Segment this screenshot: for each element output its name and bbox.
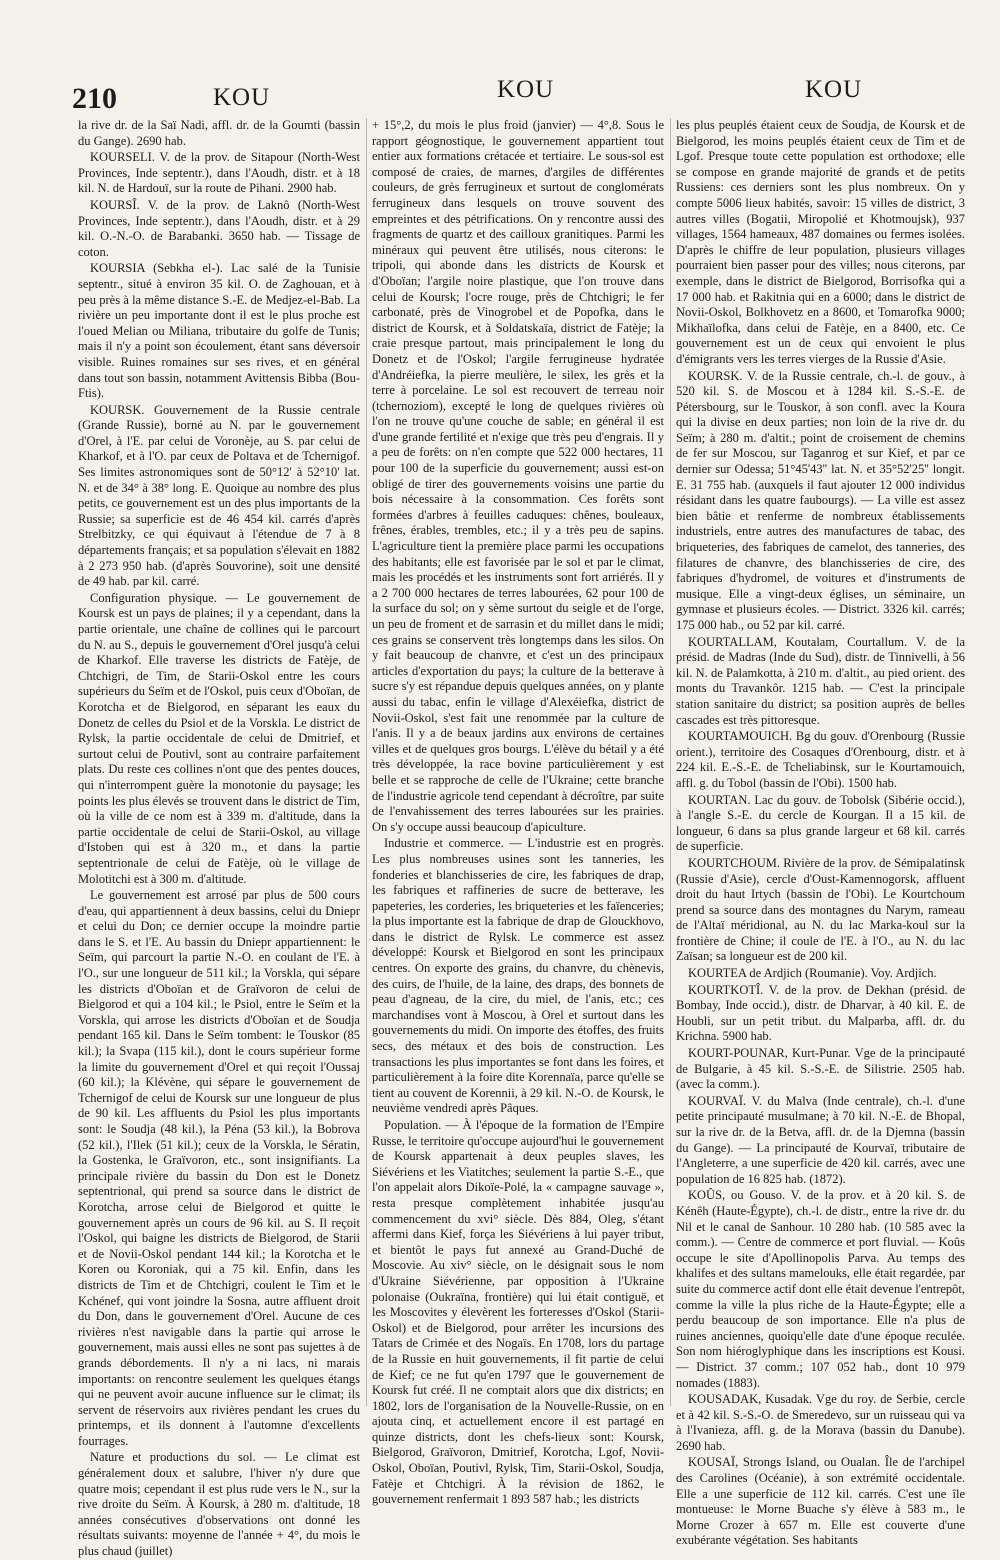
entry-paragraph: KOURTCHOUM. Rivière de la prov. de Sémipalatinsk (Russie d'Asie), cercle d'Oust-Kamennogorsk, affluent droit du haut Irtych (bassin de l'Obi). Le Kourtchoum prend sa source dans des montagnes du Narym, rameau de l'Altaï méridional, au N. du lac Marka-koul sur la frontière de Chine; il coule de l'E. à l'O., au N. du lac Zaïsan; sa longueur est de 200 kil. [676,855,965,964]
entry-paragraph: KOURT-POUNAR, Kurt-Punar. Vge de la principauté de Bulgarie, à 45 kil. S.-S.-E. de Silistrie. 2505 hab. (avec la comm.). [676,1046,965,1092]
entry-paragraph: Industrie et commerce. — L'industrie est en progrès. Les plus nombreuses usines sont les tanneries, les fonderies et blanchisseries de cire, les fabriques de drap, les fabriques et raffineries de sucre de betterave, les papeteries, les corderies, les briqueteries et les faïenceries; la plus importante est la fabrique de drap de Glouckhovo, dans le district de Rylsk. Le commerce est assez développé: Koursk et Bielgorod en sont les principaux centres. On exporte des grains, du chanvre, du chènevis, des cuirs, de l'huile, de la laine, des draps, des bonnets de peau d'agneau, de la cire, du miel, de l'anis, etc.; ces marchandises vont à Moscou, à Orel et surtout dans les gouvernements du midi. On importe des étoffes, des fruits secs, des métaux et des bois de construction. Les transactions les plus importantes se font dans les foires, et particulièrement à la foire dite Korennaïa, parce qu'elle se tient au couvent de Korennii, à 29 kil. N.-O. de Koursk, le neuvième vendredi après Pâques. [372,836,664,1116]
running-head-center: KOU [497,76,555,103]
entry-paragraph: KOÛS, ou Gouso. V. de la prov. et à 20 kil. S. de Kénêh (Haute-Égypte), ch.-l. de distr., entre la rive dr. du Nil et le canal de Sanhour. 10 280 hab. (10 585 avec la comm.). — Centre de commerce et port fluvial. — Koûs occupe le site d'Apollinopolis Parva. Au temps des khalifes et des sultans mamelouks, elle était regardée, par suite du commerce actif dont elle était devenue l'entrepôt, comme la ville la plus riche de la Haute-Égypte; elle a perdu beaucoup de son importance. Elle n'a plus de ruines anciennes, quoiqu'elle date d'une époque reculée. Son nom hiéroglyphique dans les inscriptions est Kousi. — District. 37 comm.; 107 052 hab., dont 10 979 nomades (1883). [676,1188,965,1390]
column-left [78,118,360,1559]
entry-paragraph: KOURSK. Gouvernement de la Russie centrale (Grande Russie), borné au N. par le gouvernement d'Orel, à l'E. par celui de Voronèje, au S. par celui de Kharkof, et à l'O. par ceux de Poltava et de Tchernigof. Ses limites astronomiques sont de 50°12' à 52°10' lat. N. et de 34° à 38° long. E. Quoique au nombre des plus petits, ce gouvernement est un des plus importants de la Russie; sa superficie est de 46 454 kil. carrés d'après Strelbitzky, ce qui équivaut à l'étendue de 7 à 8 départements français; et sa population s'élevait en 1882 à 2 273 950 hab. (d'après Souvorine), soit une densité de 49 hab. par kil. carré. [78,402,360,589]
column-rule-2 [670,118,671,1406]
entry-paragraph: KOURTAMOUICH. Bg du gouv. d'Orenbourg (Russie orient.), territoire des Cosaques d'Orenbourg, distr. et à 224 kil. E.-S.-E. de Tcheliabinsk, sur le Kourtamouich, affl. g. du Tobol (bassin de l'Obi). 1500 hab. [676,729,965,790]
running-header [0,76,1000,116]
entry-paragraph: les plus peuplés étaient ceux de Soudja, de Koursk et de Bielgorod, les moins peuplés étaient ceux de Tim et de Lgof. Presque toute cette population est orthodoxe; elle se compose en grande majorité de grands et de petits Russiens: ces derniers sont les plus nombreux. On y compte 5006 lieux habités, savoir: 15 villes de district, 3 autres villes (Bogatii, Miropolié et Khotmoujsk), 937 villages, 1564 hameaux, 487 domaines ou fermes isolées. D'après le chiffre de leur population, plusieurs villages pourraient bien passer pour des villes; nous citerons, par exemple, dans le district de Bielgorod, Borrisofka qui a 17 000 hab. et Rakitnia qui en a 6000; dans le district de Novii-Oskol, Bolkhovetz en a 8600, et Tomarofka 9000; Mikhaïlofka, dans celui de Fatèje, en a 8400, etc. Ce gouvernement est un de ceux qui envoient le plus d'émigrants vers les terres vierges de la Russie d'Asie. [676,118,965,366]
entry-paragraph: KOURSK. V. de la Russie centrale, ch.-l. de gouv., à 520 kil. S. de Moscou et à 1284 kil. S.-S.-E. de Pétersbourg, sur le Touskor, à son confl. avec la Koura qui la divise en deux parties; non loin de la rive dr. du Seïm; à 280 m. d'altit.; point de croisement de chemins de fer sur Moscou, sur Taganrog et sur Kief, et par ce dernier sur Odessa; 51°45'43'' lat. N. et 35°52'25'' longit. E. 31 755 hab. (auxquels il faut ajouter 12 000 individus résidant dans les quatre faubourgs). — La ville est assez bien bâtie et renferme de nombreux établissements industriels, entre autres des manufactures de tabac, des briqueteries, des fabriques de camelot, des tanneries, des filatures de chanvre, des blanchisseries de cire, des fabriques d'hydromel, de voitures et d'instruments de musique. Elle a vingt-deux églises, un séminaire, un gymnase et plusieurs écoles. — District. 3326 kil. carrés; 175 000 hab., ou 52 par kil. carré. [676,368,965,632]
entry-paragraph: KOUSAÏ, Strongs Island, ou Oualan. Île de l'archipel des Carolines (Océanie), à son extrémité occidentale. Elle a une superficie de 112 kil. carrés. C'est une île montueuse: le Morne Buache s'y élève à 583 m., le Morne Crozer à 657 m. Elle est couverte d'une exubérante végétation. Ses habitants [676,1455,965,1548]
column-rule-1 [366,118,367,1406]
entry-paragraph: KOURTALLAM, Koutalam, Courtallum. V. de la présid. de Madras (Inde du Sud), distr. de Tinnivelli, à 56 kil. N. de Palamkotta, à 210 m. d'altit., au pied orient. des monts du Travankôr. 1215 hab. — C'est la principale station sanitaire du district; sa position auprès de belles cascades est très pittoresque. [676,634,965,727]
entry-paragraph: Population. — À l'époque de la formation de l'Empire Russe, le territoire qu'occupe aujourd'hui le gouvernement de Koursk appartenait à deux peuples slaves, les Siévériens et les Viatitches; seulement la partie S.-E., que l'on appelait alors Dikoïe-Polé, la « campagne sauvage », resta presque complètement inhabitée jusqu'au commencement du xvi° siècle. Dès 884, Oleg, s'étant affermi dans Kief, força les Siévériens à lui payer tribut, et bientôt le pays fut annexé au Grand-Duché de Moscovie. Au xiv° siècle, on le désignait sous le nom d'Ukraine Siévérienne, par opposition à l'Ukraine polonaise (Oukraïna, frontière) qui lui était contiguë, et les Moscovites y élevèrent les forteresses d'Oskol (Starii-Oskol) et de Bielgorod, pour arrêter les incursions des Tatars de Crimée et des Nogaïs. En 1708, lors du partage de la Russie en huit gouvernements, il fit partie de celui de Kief; ce ne fut qu'en 1797 que le gouvernement de Koursk fut créé. Il ne comptait alors que dix districts; en 1802, lors de l'organisation de la Nouvelle-Russie, on en ajouta cinq, et actuellement encore il est partagé en quinze districts, dont les chefs-lieux sont: Koursk, Bielgorod, Graïvoron, Dmitrief, Korotcha, Lgof, Novii-Oskol, Oboïan, Poutivl, Rylsk, Tim, Starii-Oskol, Soudja, Fatèje et Chtchigri. À la révision de 1862, le gouvernement renfermait 1 893 587 hab.; les districts [372,1118,664,1507]
entry-paragraph: Configuration physique. — Le gouvernement de Koursk est un pays de plaines; il y a cependant, dans la partie orientale, une chaîne de collines qui le parcourt du N. au S., depuis le gouvernement d'Orel jusqu'à celui de Kharkof. Elle traverse les districts de Fatèje, de Chtchigri, de Tim, de Starii-Oskol entre les cours supérieurs du Seïm et de l'Oskol, puis ceux d'Oboïan, de Korotcha et de Bielgorod, en séparant les eaux du Donetz de celles du Psiol et de la Vorskla. Le district de Rylsk, la partie occidentale de celui de Dmitrief, et surtout celui de Poutivl, sont au contraire parfaitement plats. Du reste ces collines n'ont que des pentes douces, qui n'interrompent guère la monotonie du paysage; les points les plus élevés se trouvent dans le district de Tim, où la ville de ce nom est à 339 m. d'altitude, dans la partie occidentale de celui de Starii-Oskol, au village d'Istoben qui est à 320 m., et dans la partie septentrionale de celui de Fatèje, où le village de Molotitchi est à 300 m. d'altitude. [78,590,360,886]
running-head-right: KOU [805,76,863,103]
entry-paragraph: KOURTKOTÎ. V. de la prov. de Dekhan (présid. de Bombay, Inde occid.), distr. de Dharvar, à 40 kil. E. de Houbli, sur un petit tribut. du Malparba, affl. dr. du Krichna. 5900 hab. [676,982,965,1044]
entry-paragraph: Le gouvernement est arrosé par plus de 500 cours d'eau, qui appartiennent à deux bassins, celui du Dniepr et celui du Don; ce dernier occupe la moindre partie dans le S. et l'E. Au bassin du Dniepr appartiennent: le Seïm, qui parcourt la partie N.-O. en coulant de l'E. à l'O., sur une longueur de 511 kil.; la Vorskla, qui sépare les districts d'Oboïan et de Graïvoron de celui de Bielgorod et qui a 104 kil.; le Psiol, entre le Seïm et la Vorskla, qui arrose les districts d'Oboïan et de Soudja pendant 165 kil. Dans le Seïm tombent: le Touskor (85 kil.); la Svapa (115 kil.), dont le cours supérieur forme la limite du gouvernement d'Orel et qui reçoit l'Oussaj (60 kil.); la Klévène, qui sépare le gouvernement de Tchernigof de celui de Koursk sur une longueur de plus de 90 kil. Les affluents du Psiol les plus importants sont: le Soudja (48 kil.), la Péna (53 kil.), la Bobrova (52 kil.), l'Ilek (51 kil.); ceux de la Vorskla, le Sératin, la Gostenka, le Graïvoron, etc., sont insignifiants. La principale rivière du bassin du Don est le Donetz septentrional, qui prend sa source dans le district de Korotcha, arrose celui de Bielgorod et quitte le gouvernement après un cours de 96 kil. au S. Il reçoit l'Oskol, qui baigne les districts de Bielgorod, de Starii et de Novii-Oskol pendant 144 kil.; la Korotcha et le Koren ou Koroniak, qui a 75 kil. Enfin, dans les districts de Tim et de Chtchigri, coulent le Tim et le Kchénef, qui vont joindre la Sosna, autre affluent droit du Don, dans le gouvernement d'Orel. Aucune de ces rivières n'est navigable dans la partie qui arrose le gouvernement, mais aussi elles ne sont pas sujettes à de grands débordements. Il n'y a ni lacs, ni marais importants: on rencontre seulement les quelques étangs qui ne peuvent avoir aucune influence sur le climat; ils servent de réservoirs aux rivières pendant les crues du printemps, et ils donnent à l'automne d'excellents fourrages. [78,888,360,1448]
running-head-left: KOU [213,84,271,111]
entry-paragraph: KOURTAN. Lac du gouv. de Tobolsk (Sibérie occid.), à l'angle S.-E. du cercle de Kourgan. Il a 15 kil. de longueur, 6 dans sa plus grande largeur et 68 kil. carrés de superficie. [676,792,965,854]
column-center [372,118,664,1507]
entry-paragraph: KOURSIA (Sebkha el-). Lac salé de la Tunisie septentr., situé à environ 35 kil. O. de Zaghouan, et à peu près à la même distance S.-E. de Medjez-el-Bab. La rivière un peu importante dont il est le plus proche est l'oued Melian ou Miliana, tributaire du golfe de Tunis; mais il n'y a point son écoulement, étant sans déversoir visible. Ruines romaines sur ses rives, et en général dans tout son bassin, notamment Avittensis Bibba (Bou-Ftis). [78,261,360,401]
entry-paragraph: KOUSADAK, Kusadak. Vge du roy. de Serbie, cercle et à 42 kil. S.-S.-O. de Smeredevo, sur un ruisseau qui va à l'Ivanieza, affl. g. de la Morava (bassin du Danube). 2690 hab. [676,1392,965,1453]
page-number: 210 [72,82,117,115]
entry-paragraph: KOURTEA de Ardjich (Roumanie). Voy. Ardjich. [688,966,937,981]
entry-paragraph: la rive dr. de la Saï Nadi, affl. dr. de la Goumti (bassin du Gange). 2690 hab. [78,118,360,148]
entry-paragraph: KOURSELI. V. de la prov. de Sitapour (North-West Provinces, Inde septentr.), dans l'Aoudh, distr. et à 18 kil. N. de Hardouï, sur la route de Pihani. 2900 hab. [78,150,360,196]
entry-paragraph: + 15°,2, du mois le plus froid (janvier) — 4°,8. Sous le rapport géognostique, le gouvernement appartient tout entier aux formations crétacée et tertiaire. Le sous-sol est composé de craies, de marnes, d'argiles de différentes couleurs, de grès ferrugineux et surtout de conglomérats ferrugineux dans lesquels on trouve souvent des empreintes et des pétrifications. On y rencontre aussi des fragments de quartz et des cailloux granitiques. Parmi les minéraux qui peuvent être utilisés, nous citerons: le tripoli, qui abonde dans les districts de Koursk et d'Oboïan; l'argile noire plastique, que l'on trouve dans celui de Koursk; l'ocre rouge, près de Chtchigri; le fer carbonaté, près de Vinogrobel et de Popofka, dans le district de Koursk, et à Soldatskaïa, district de Fatèje; la craie presque partout, mais principalement le long du Donetz et de l'Oskol; l'argile ferrugineuse hydratée d'Andréiefka, la pierre meulière, le silex, les grès et la terre à porcelaine. Le sol est recouvert de terreau noir (tchernoziom), excepté le long de quelques rivières où l'on ne trouve qu'une couche de sable; en général il est d'une grande fertilité et n'exige que très peu d'engrais. Il y a peu de forêts: on n'en compte que 522 000 hectares, 11 pour 100 de la superficie du gouvernement; aussi est-on obligé de tirer des gouvernements voisins une partie du bois nécessaire à la consommation. Ces forêts sont formées d'arbres à feuilles caduques: chênes, bouleaux, frênes, érables, trembles, etc.; il y a très peu de sapins. L'agriculture tient la première place parmi les occupations des habitants; elle est favorisée par le sol et par le climat, mais les procédés et les instruments sont fort arriérés. Il y a 2 700 000 hectares de terres labourées, 62 pour 100 de la surface du sol; on y sème surtout du seigle et de l'orge, un peu de froment et de sarrasin et du millet dans le midi; ces grains se conservent très longtemps dans les silos. On y fait beaucoup de chanvre, et c'est un des principaux articles d'exportation du pays; la culture de la betterave à sucre s'y est répandue depuis quelques années, on y plante aussi du tabac, enfin le village d'Alexéiefka, district de Novii-Oskol, s'est fait une renommée par la culture de l'anis. Il y a de beaux jardins aux environs de certaines villes et de quelques gros bourgs. L'élève du bétail y a été très développée, la race bovine particulièrement y est belle et se rapproche de celle de l'Ukraine; cette branche de l'industrie agricole tend cependant à décroître, par suite de l'envahissement des terres labourées sur les prairies. On s'y occupe aussi beaucoup d'apiculture. [372,118,664,834]
column-right [676,118,965,1548]
entry-paragraph: KOURVAÏ. V. du Malva (Inde centrale), ch.-l. d'une petite principauté musulmane; à 70 kil. N.-E. de Bhopal, sur la rive dr. de la Betva, affl. dr. de la Djemna (bassin du Gange). — La principauté de Kourvaï, tributaire de l'Angleterre, a une superficie de 420 kil. carrés, avec une population de 16 825 hab. (1872). [676,1093,965,1186]
entry-paragraph: Nature et productions du sol. — Le climat est généralement doux et salubre, l'hiver n'y dure que quatre mois; cependant il est plus rude vers le N., sur la rive droite du Seïm. À Koursk, à 280 m. d'altitude, 18 années consécutives d'observations ont donné les résultats suivants: moyenne de l'année + 4°, du mois le plus chaud (juillet) [78,1450,360,1559]
entry-paragraph: KOURSÎ. V. de la prov. de Laknô (North-West Provinces, Inde septentr.), dans l'Aoudh, distr. et à 29 kil. O.-N.-O. de Barabanki. 3650 hab. — Tissage de coton. [78,197,360,259]
